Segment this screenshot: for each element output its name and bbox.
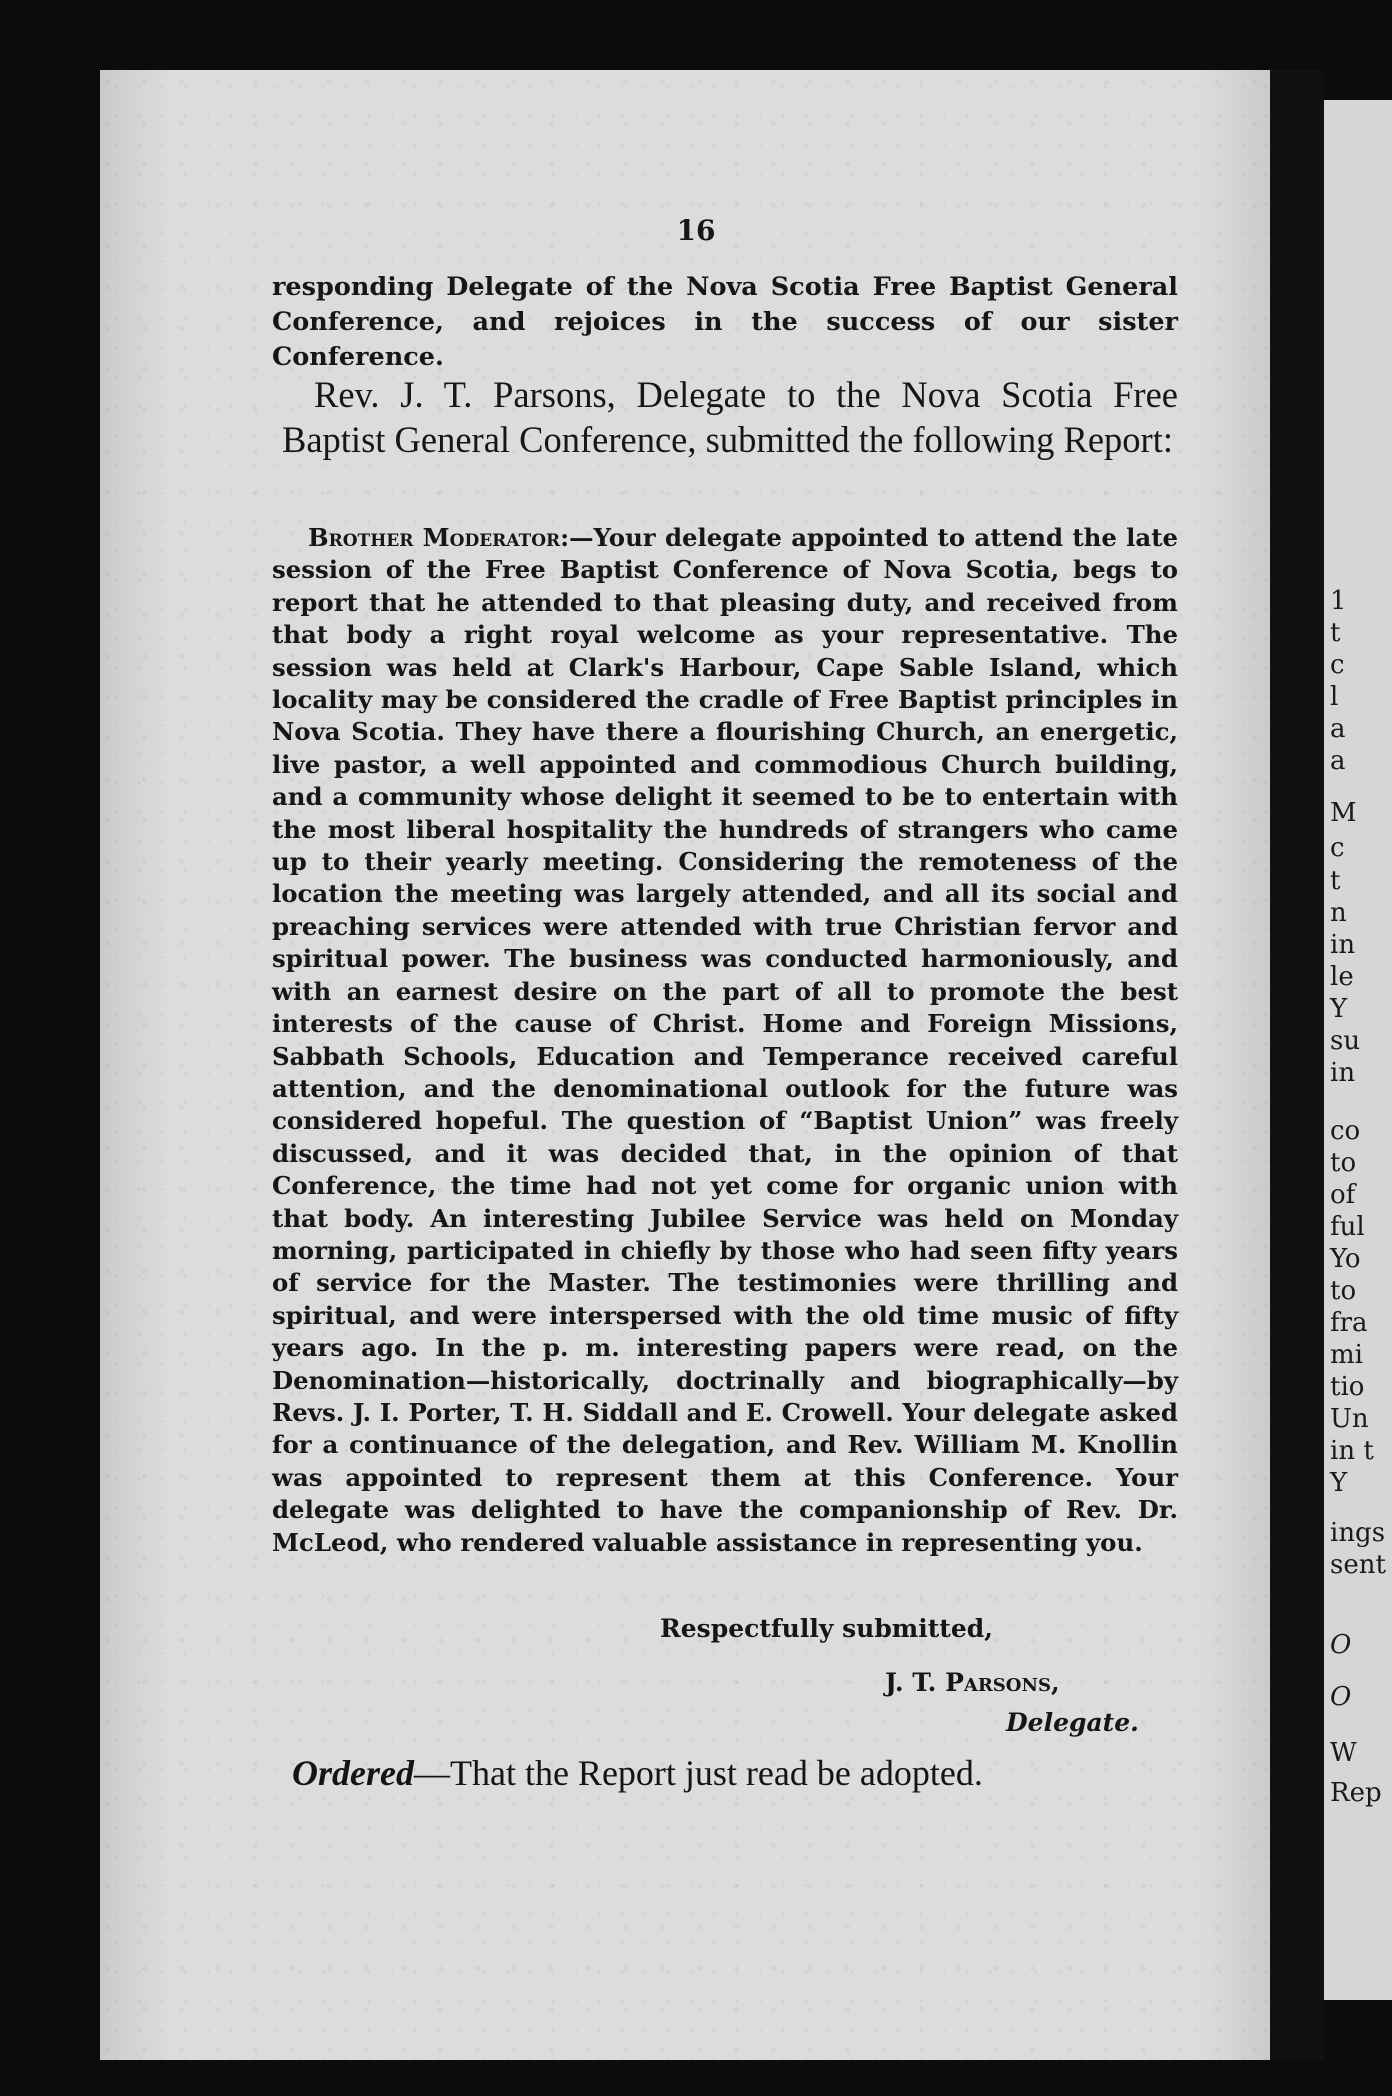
adjacent-fragment: in t [1330, 1436, 1374, 1466]
report-body [272, 522, 1178, 1559]
adjacent-fragment: t [1330, 618, 1341, 648]
adjacent-fragment: ful [1330, 1212, 1365, 1242]
adjacent-fragment: su [1330, 1026, 1361, 1056]
adjacent-fragment: of [1330, 1180, 1356, 1210]
adjacent-fragment: mi [1330, 1340, 1363, 1370]
signature-title: Delegate. [1006, 1708, 1139, 1737]
signature-name: J. T. Parsons, [885, 1668, 1060, 1697]
adjacent-fragment: co [1330, 1116, 1361, 1146]
page-number: 16 [676, 214, 716, 247]
adjacent-fragment: Rep [1330, 1778, 1382, 1808]
adjacent-fragment: O [1330, 1630, 1352, 1660]
adjacent-fragment: ings [1330, 1518, 1386, 1548]
adjacent-fragment: Yo [1330, 1244, 1361, 1274]
adjacent-fragment: O [1330, 1682, 1352, 1712]
adjacent-fragment: Y [1330, 1468, 1348, 1498]
adjacent-fragment: a [1330, 714, 1346, 744]
adjacent-fragment: to [1330, 1276, 1357, 1306]
ordered-label: Ordered [292, 1753, 414, 1793]
adjacent-fragment: tio [1330, 1372, 1365, 1402]
adjacent-fragment: n [1330, 898, 1347, 928]
adjacent-fragment: t [1330, 866, 1341, 896]
report-heading: Rev. J. T. Parsons, Delegate to the Nova Scotia Free Baptist General Conference, submitted the following Report: [282, 374, 1178, 460]
adjacent-fragment: c [1330, 650, 1345, 680]
book-gutter [1270, 70, 1324, 2060]
ordered-text: —That the Report just read be adopted. [413, 1753, 983, 1793]
adjacent-fragment: in [1330, 930, 1356, 960]
adjacent-page-edge [1324, 100, 1392, 2000]
adjacent-fragment: le [1330, 962, 1354, 992]
adjacent-fragment: a [1330, 746, 1346, 776]
salutation: Brother Moderator [308, 523, 561, 552]
adjacent-fragment: c [1330, 833, 1345, 863]
adjacent-fragment: M [1330, 798, 1357, 828]
ordered-resolution [292, 1752, 1192, 1794]
intro-paragraph: responding Delegate of the Nova Scotia Free Baptist General Conference, and rejoices in the success of our sister Conference. [272, 272, 1178, 372]
adjacent-fragment: Un [1330, 1404, 1369, 1434]
adjacent-fragment: to [1330, 1148, 1357, 1178]
adjacent-fragment: in [1330, 1058, 1356, 1088]
adjacent-fragment: 1 [1330, 586, 1347, 616]
adjacent-fragment: fra [1330, 1308, 1368, 1338]
adjacent-fragment: Y [1330, 994, 1348, 1024]
closing-line: Respectfully submitted, [660, 1614, 993, 1643]
adjacent-fragment: W [1330, 1738, 1357, 1768]
report-text: :—Your delegate appointed to attend the late session of the Free Baptist Conference of Nova Scotia, begs to report that he attended to that pleasing duty, and received from that body a right royal welcome as your representative. The session was held at Clark's Harbour, Cape Sable Island, which locality may be considered the cradle of Free Baptist principles in Nova Scotia. They have there a flourishing Church, an energetic, live pastor, a well appointed and commodious Church building, and a community whose delight it seemed to be to entertain with the most liberal hospitality the hundreds of strangers who came up to their yearly meeting. Considering the remoteness of the location the meeting was largely attended, and all its social and preaching services were attended with true Christian fervor and spiritual power. The business was conducted harmoniously, and with an earnest desire on the part of all to promote the best interests of the cause of Christ. Home and Foreign Missions, Sabbath Schools, Education and Temperance received careful attention, and the denominational outlook for the future was considered hopeful. The question of “Baptist Union” was freely discussed, and it was decided that, in the opinion of that Conference, the time had not yet come for organic union with that body. An interesting Jubilee Service was held on Monday morning, participated in chiefly by those who had seen fifty years of service for the Master. The testimonies were thrilling and spiritual, and were interspersed with the old time music of fifty years ago. In the p. m. interesting papers were read, on the Denomination—historically, doctrinally and biographically—by Revs. J. I. Porter, T. H. Siddall and E. Crowell. Your delegate asked for a continuance of the delegation, and Rev. William M. Knollin was appointed to represent them at this Conference. Your delegate was delighted to have the companionship of Rev. Dr. McLeod, who rendered valuable assistance in representing you. [272, 523, 1178, 1557]
adjacent-fragment: l [1330, 682, 1339, 712]
adjacent-fragment: sent [1330, 1550, 1386, 1580]
